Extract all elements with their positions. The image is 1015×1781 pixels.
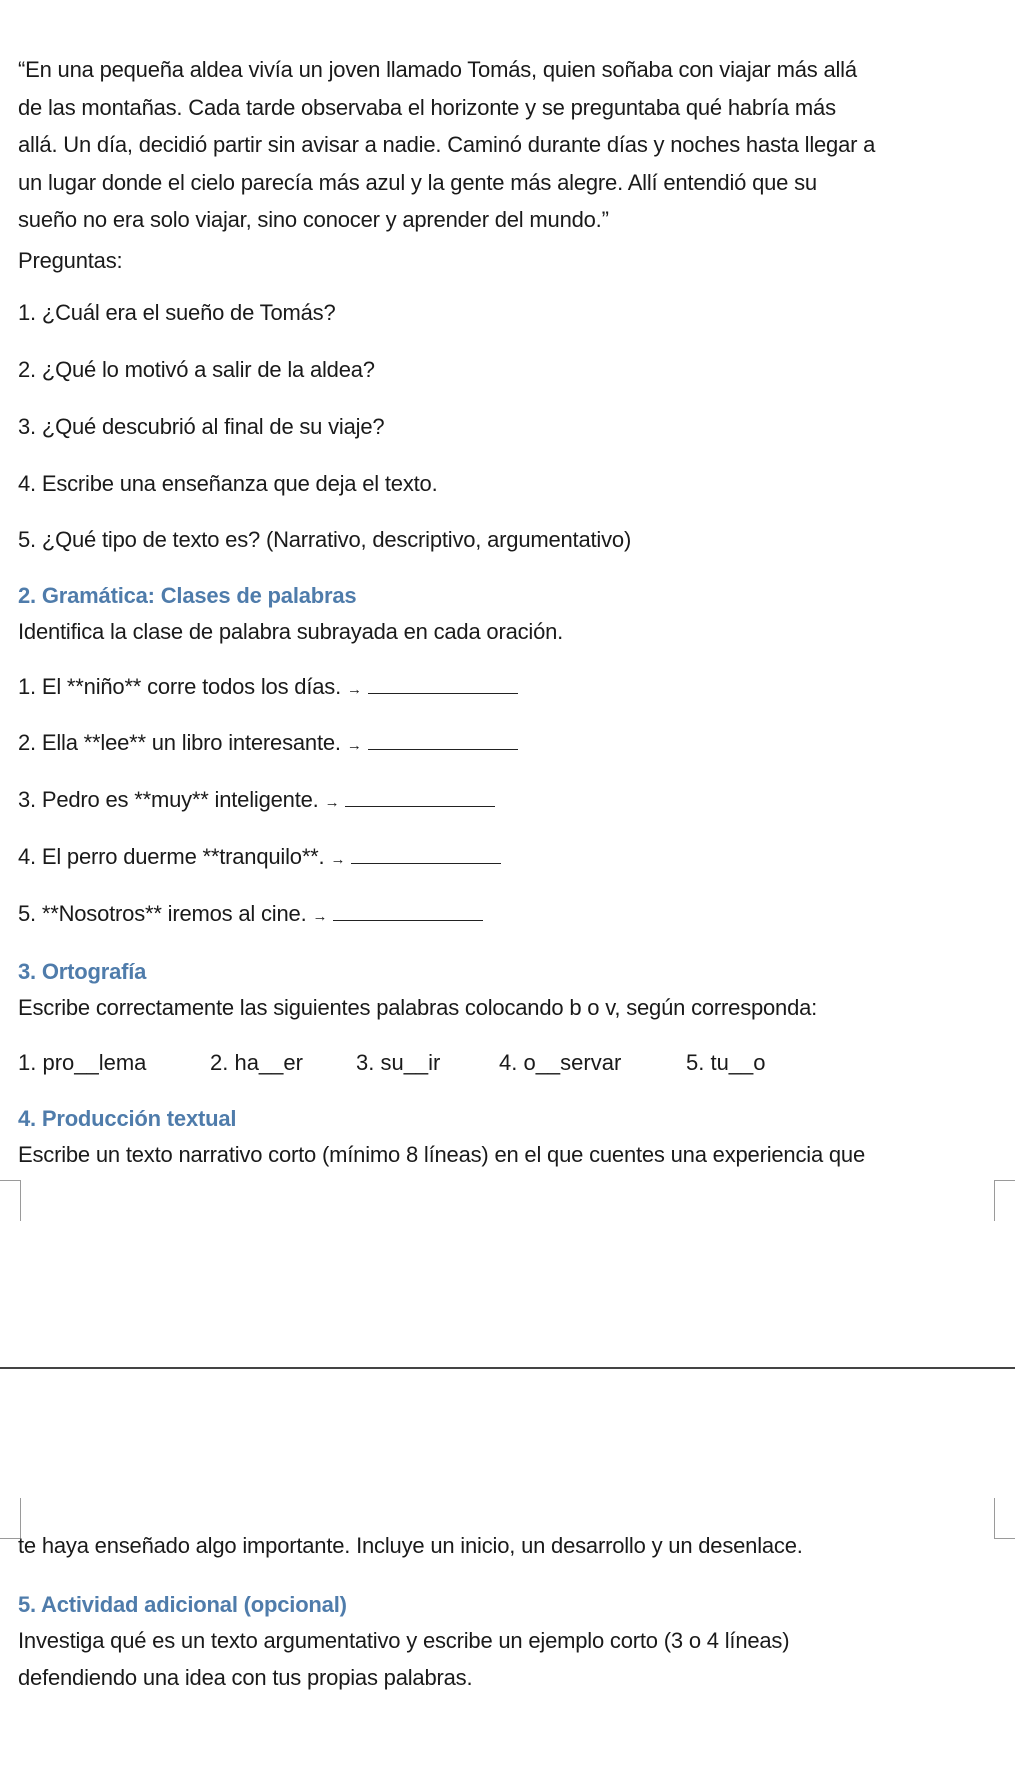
grammar-sentence: 2. Ella **lee** un libro interesante. (18, 730, 341, 755)
passage-line: un lugar donde el cielo parecía más azul y la gente más alegre. Allí entendió que su (18, 170, 817, 195)
question-item: 4. Escribe una enseñanza que deja el texto. (18, 471, 438, 496)
page-corner-mark (994, 1180, 1015, 1221)
questions-label: Preguntas: (18, 248, 123, 273)
grammar-item (18, 844, 501, 873)
grammar-item (18, 901, 483, 930)
page-break-line (0, 1367, 1015, 1369)
page-corner-mark (994, 1498, 1015, 1539)
answer-blank[interactable] (351, 845, 501, 864)
answer-blank[interactable] (333, 902, 483, 921)
answer-blank[interactable] (368, 731, 518, 750)
grammar-sentence: 1. El **niño** corre todos los días. (18, 674, 341, 699)
question-item: 3. ¿Qué descubrió al final de su viaje? (18, 414, 385, 439)
page-corner-mark (0, 1180, 21, 1221)
spelling-word: 1. pro__lema (18, 1050, 147, 1075)
question-item: 1. ¿Cuál era el sueño de Tomás? (18, 300, 336, 325)
extra-instruction-line: defendiendo una idea con tus propias palabras. (18, 1665, 473, 1690)
spelling-heading: 3. Ortografía (18, 959, 147, 984)
spelling-word: 4. o__servar (499, 1050, 622, 1075)
extra-heading: 5. Actividad adicional (opcional) (18, 1592, 347, 1617)
arrow-icon: → (312, 908, 328, 925)
arrow-icon: → (346, 737, 362, 754)
grammar-sentence: 4. El perro duerme **tranquilo**. (18, 844, 325, 869)
grammar-item (18, 787, 495, 816)
grammar-sentence: 5. **Nosotros** iremos al cine. (18, 901, 307, 926)
answer-blank[interactable] (368, 675, 518, 694)
spelling-word: 2. ha__er (210, 1050, 303, 1075)
grammar-sentence: 3. Pedro es **muy** inteligente. (18, 787, 319, 812)
grammar-item (18, 674, 518, 703)
question-item: 2. ¿Qué lo motivó a salir de la aldea? (18, 357, 375, 382)
answer-blank[interactable] (345, 788, 495, 807)
grammar-instruction: Identifica la clase de palabra subrayada en cada oración. (18, 619, 564, 644)
passage-line: de las montañas. Cada tarde observaba el horizonte y se preguntaba qué habría más (18, 95, 836, 120)
extra-instruction-line: Investiga qué es un texto argumentativo y escribe un ejemplo corto (3 o 4 líneas) (18, 1628, 790, 1653)
spelling-instruction: Escribe correctamente las siguientes palabras colocando b o v, según corresponda: (18, 995, 818, 1020)
passage-line: sueño no era solo viajar, sino conocer y aprender del mundo.” (18, 207, 609, 232)
spelling-word: 5. tu__o (686, 1050, 766, 1075)
grammar-item (18, 730, 518, 759)
spelling-word: 3. su__ir (356, 1050, 441, 1075)
production-heading: 4. Producción textual (18, 1106, 237, 1131)
passage-line: “En una pequeña aldea vivía un joven llamado Tomás, quien soñaba con viajar más allá (18, 57, 857, 82)
arrow-icon: → (330, 851, 346, 868)
arrow-icon: → (346, 681, 362, 698)
grammar-heading: 2. Gramática: Clases de palabras (18, 583, 357, 608)
production-instruction-line: Escribe un texto narrativo corto (mínimo 8 líneas) en el que cuentes una experiencia que (18, 1142, 865, 1167)
production-instruction-line: te haya enseñado algo importante. Incluye un inicio, un desarrollo y un desenlace. (18, 1533, 803, 1558)
passage-line: allá. Un día, decidió partir sin avisar a nadie. Caminó durante días y noches hasta llegar a (18, 132, 876, 157)
arrow-icon: → (324, 794, 340, 811)
question-item: 5. ¿Qué tipo de texto es? (Narrativo, descriptivo, argumentativo) (18, 527, 632, 552)
